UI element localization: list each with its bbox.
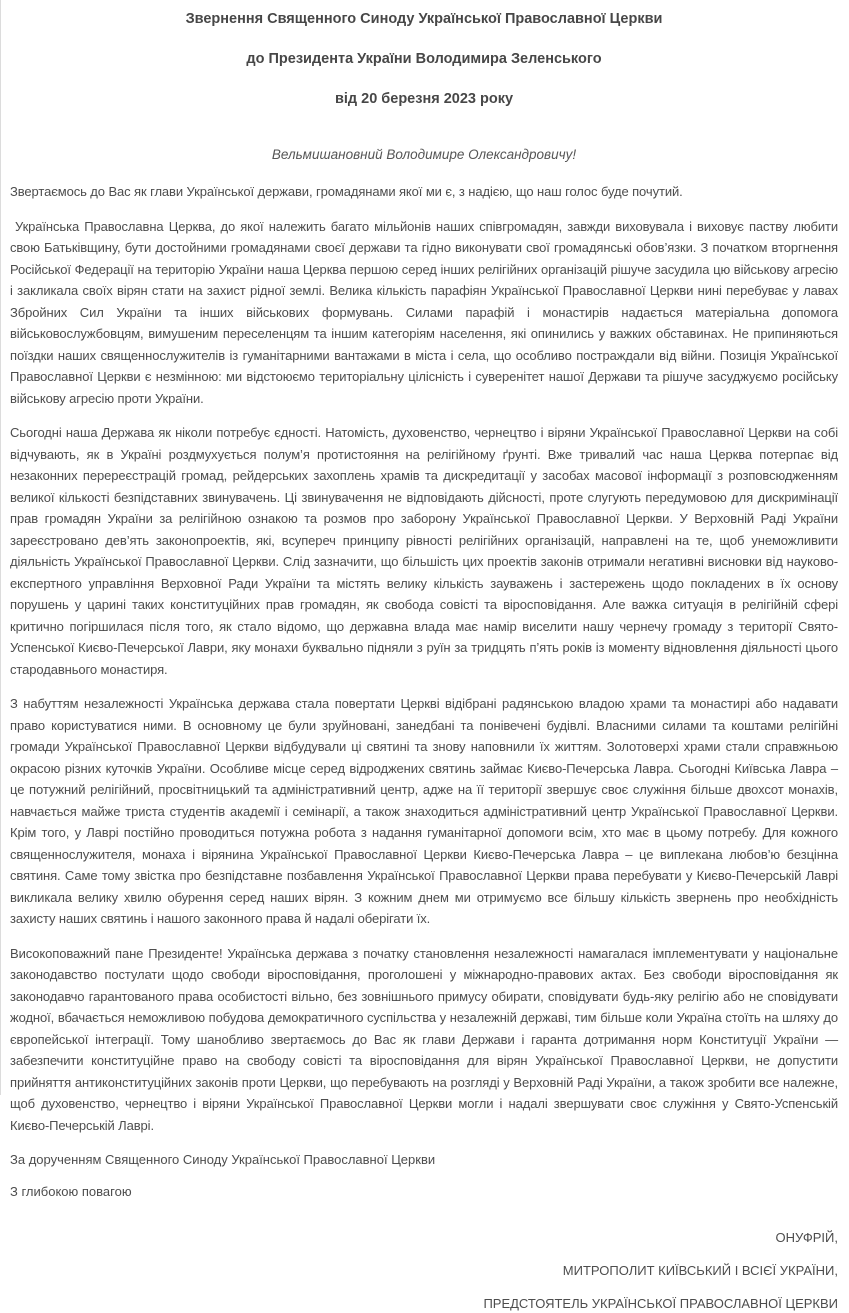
intro-paragraph: Звертаємось до Вас як глави Української держави, громадянами якої ми є, з надією, що наш голос буде почутий. bbox=[10, 184, 683, 199]
body-paragraph-4: Високоповажний пане Президенте! Українська держава з початку становлення незалежності намагалася імплементувати у національне законодавство постулати щодо свободи віросповідання, проголошені у міжнародно-правових актах. Без свободи віросповідання як законодавчо гарантованого права особистості вільно, без зовнішнього примусу обирати, сповідувати будь-яку релігію або не сповідувати жодної, вбачається неможливою побудова демократичного суспільства у незалежній державі, тим більше коли Україна стоїть на шляху до європейської інтеграції. Тому шанобливо звертаємось до Вас як глави Держави і гаранта дотримання норм Конституції України — забезпечити конституційне право на свободу совісті та віросповідання для вірян Української Православної Церкви, не допустити прийняття антиконституційних законів проти Церкви, що перебувають на розгляді у Верховній Раді України, а також зробити все належне, щоб духовенство, чернецтво і віряни Української Православної Церкви могли і надалі звершувати своє служіння у Свято-Успенській Києво-Печерській Лаврі. bbox=[10, 945, 838, 1133]
body-paragraph-1: Українська Православна Церква, до якої належить багато мільйонів наших співгромадян, завжди виховувала і виховує паству любити свою Батьківщину, бути достойними громадянами своєї держави та гідно виконувати свої громадянські обов’язки. З початком вторгнення Російської Федерації на територію України наша Церква першою серед інших релігійних організацій рішуче засудила цю військову агресію і закликала своїх вірян стати на захист рідної землі. Велика кількість парафіян Української Православної Церкви нині перебуває у лавах Збройних Сил України та інших військових формувань. Силами парафій і монастирів надається матеріальна допомога військовослужбовцям, вимушеним переселенцям та іншим категоріям населення, які опинились у важких обставинах. Не припиняються поїздки наших священнослужителів із гуманітарними вантажами в міста і села, що особливо постраждали від війни. Позиція Української Православної Церкви є незмінною: ми відстоюємо територіальну цілісність і суверенітет нашої Держави та рішуче засуджуємо російську військову агресію проти України. bbox=[10, 218, 838, 406]
page-left-rule bbox=[0, 0, 1, 1095]
document-date-line: від 20 березня 2023 року bbox=[334, 91, 514, 107]
body-paragraph-3: З набуттям незалежності Українська держава стала повертати Церкві відібрані радянською владою храми та монастирі або надавати право користуватися ними. В основному це були зруйновані, занедбані та понівечені будівлі. Власними силами та коштами релігійні громади Української Православної Церкви відбудували ці святині та знову наповнили їх життям. Золотоверхі храми стали справжньою окрасою різних куточків України. Особливе місце серед відроджених святинь займає Києво-Печерська Лавра. Сьогодні Київська Лавра – це потужний релігійний, просвітницький та адміністративний центр, адже на її території звершує своє служіння більше двохсот монахів, навчається майже триста студентів академії і семінарії, а також знаходиться адміністративний центр Української Православної Церкви. Крім того, у Лаврі постійно проводиться потужна робота з надання гуманітарної допомоги всім, хто має в цьому потребу. Для кожного священнослужителя, монаха і вірянина Української Православної Церкви Києво-Печерська Лавра – це виплекана любов’ю безцінна святиня. Саме тому звістка про безпідставне позбавлення Української Православної Церкви права перебувати у Києво-Печерській Лаврі викликала велику хвилю обурення серед наших вірян. З кожним днем ми отримуємо все більшу кількість звернень про необхідність захисту наших святинь і нашого законного права й надалі оберігати їх. bbox=[10, 696, 838, 926]
signature-block bbox=[10, 1228, 838, 1313]
salutation: Вельмишановний Володимире Олександровичу! bbox=[271, 147, 577, 162]
signature-name: ОНУФРІЙ, bbox=[775, 1230, 838, 1245]
closing-respect-line: З глибокою повагою bbox=[10, 1183, 132, 1199]
closing-on-behalf-line: За дорученням Священного Синоду Української Православної Церкви bbox=[10, 1152, 436, 1167]
body-paragraph-2: Сьогодні наша Держава як ніколи потребує єдності. Натомість, духовенство, чернецтво і віряни Української Православної Церкви на собі відчувають, як в Україні роздмухується полум’я протистояння на релігійному ґрунті. Вже тривалий час наша Церква потерпає від незаконних перереєстрацій громад, рейдерських захоплень храмів та дискредитації у засобах масової інформації з розповсюдженням великої кількості безпідставних звинувачень. Ці звинувачення не відповідають дійсності, проте слугують передумовою для дискримінації прав громадян України за релігійною ознакою та розмов про заборону Української Православної Церкви. У Верховній Раді України зареєстровано дев’ять законопроектів, які, всупереч принципу рівності релігійних організацій, направлені на те, щоб унеможливити діяльність Української Православної Церкви. Слід зазначити, що більшість цих проектів законів отримали негативні висновки від науково-експертного управління Верховної Ради України та містять велику кількість зауважень і застережень щодо покладених в їх основу порушень у царині таких конституційних прав громадян, як свобода совісті та віросповідання. Але важка ситуація в релігійній сфері критично погіршилася після того, як стало відомо, що державна влада має намір виселити нашу чернечу громаду з території Свято-Успенської Києво-Печерської Лаври, яку монахи буквально підняли з руїн за тридцять п’ять років із моменту відновлення діяльності цього стародавнього монастиря. bbox=[10, 425, 838, 677]
document-title-line-2: до Президента України Володимира Зеленського bbox=[246, 51, 602, 67]
document-title-line-1: Звернення Священного Синоду Української Православної Церкви bbox=[185, 11, 663, 27]
signature-title-2: ПРЕДСТОЯТЕЛЬ УКРАЇНСЬКОЇ ПРАВОСЛАВНОЇ ЦЕРКВИ bbox=[483, 1296, 838, 1311]
signature-title-1: МИТРОПОЛИТ КИЇВСЬКИЙ І ВСІЄЇ УКРАЇНИ, bbox=[562, 1263, 838, 1278]
